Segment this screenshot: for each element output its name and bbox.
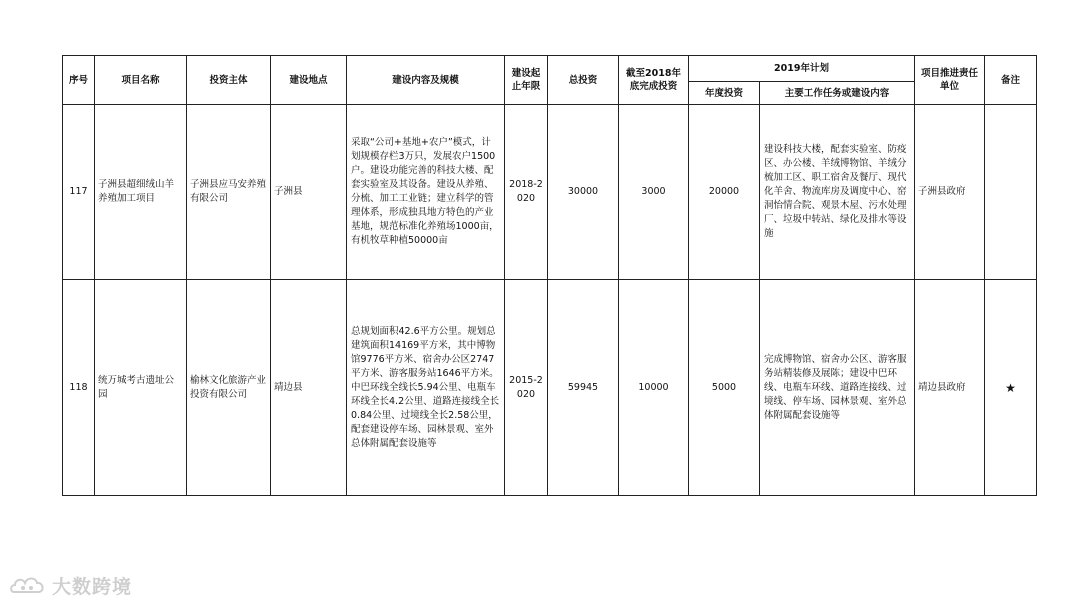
header-name: 项目名称 (95, 56, 187, 105)
cell-name: 子洲县超细绒山羊养殖加工项目 (95, 105, 187, 280)
cell-annual: 5000 (689, 280, 760, 496)
watermark (8, 570, 132, 600)
watermark-text: 大数跨境 (52, 575, 133, 598)
header-content: 建设内容及规模 (347, 56, 505, 105)
cell-total: 30000 (548, 105, 619, 280)
cloud-logo-icon (8, 572, 48, 598)
cell-tasks: 完成博物馆、宿舍办公区、游客服务站精装修及展陈；建设中巴环线、电瓶车环线、道路连接线、过境线、停车场、园林景观、室外总体附属配套设施等 (760, 280, 915, 496)
table-row (63, 280, 1037, 496)
cell-content: 采取“公司+基地+农户”模式，计划规模存栏3万只，发展农户1500户。建设功能完善的科技大楼、配套实验室及其设备。建设从养殖、分梳、加工工业链；建立科学的管理体系，形成独具地方特色的产业基地，规范标准化养殖场1000亩，有机牧草种植50000亩 (347, 105, 505, 280)
project-table (62, 55, 1037, 496)
cell-investor: 榆林文化旅游产业投资有限公司 (187, 280, 271, 496)
cell-done-2018: 10000 (619, 280, 689, 496)
header-period: 建设起止年限 (505, 56, 548, 105)
cell-content: 总规划面积42.6平方公里。规划总建筑面积14169平方米，其中博物馆9776平方米、宿舍办公区2747平方米、游客服务站1646平方米。中巴环线全线长5.94公里、电瓶车环线全长4.2公里、道路连接线全长0.84公里、过境线全长2.58公里，配套建设停车场、园林景观、室外总体附属配套设施等 (347, 280, 505, 496)
table-row (63, 105, 1037, 280)
header-investor: 投资主体 (187, 56, 271, 105)
header-seq: 序号 (63, 56, 95, 105)
header-row-1 (63, 56, 1037, 82)
cell-name: 统万城考古遗址公园 (95, 280, 187, 496)
cell-total: 59945 (548, 280, 619, 496)
cell-location: 靖边县 (271, 280, 347, 496)
cell-period: 2018-2020 (505, 105, 548, 280)
header-done-2018: 截至2018年底完成投资 (619, 56, 689, 105)
cell-responsible: 靖边县政府 (915, 280, 985, 496)
header-annual: 年度投资 (689, 82, 760, 105)
cell-seq: 117 (63, 105, 95, 280)
header-tasks: 主要工作任务或建设内容 (760, 82, 915, 105)
header-responsible: 项目推进责任单位 (915, 56, 985, 105)
cell-tasks: 建设科技大楼，配套实验室、防疫区、办公楼、羊绒博物馆、羊绒分梳加工区、职工宿舍及餐厅、现代化羊舍、物流库房及调度中心、窑洞怡情合院、观景木屋、污水处理厂、垃圾中转站、绿化及排水等设施 (760, 105, 915, 280)
header-plan-2019: 2019年计划 (689, 56, 915, 82)
cell-investor: 子洲县应马安养殖有限公司 (187, 105, 271, 280)
cell-responsible: 子洲县政府 (915, 105, 985, 280)
cell-location: 子洲县 (271, 105, 347, 280)
header-remark: 备注 (985, 56, 1037, 105)
cell-remark (985, 105, 1037, 280)
header-total: 总投资 (548, 56, 619, 105)
cell-seq: 118 (63, 280, 95, 496)
cell-annual: 20000 (689, 105, 760, 280)
cell-done-2018: 3000 (619, 105, 689, 280)
header-location: 建设地点 (271, 56, 347, 105)
cell-period: 2015-2020 (505, 280, 548, 496)
cell-remark: ★ (985, 280, 1037, 496)
